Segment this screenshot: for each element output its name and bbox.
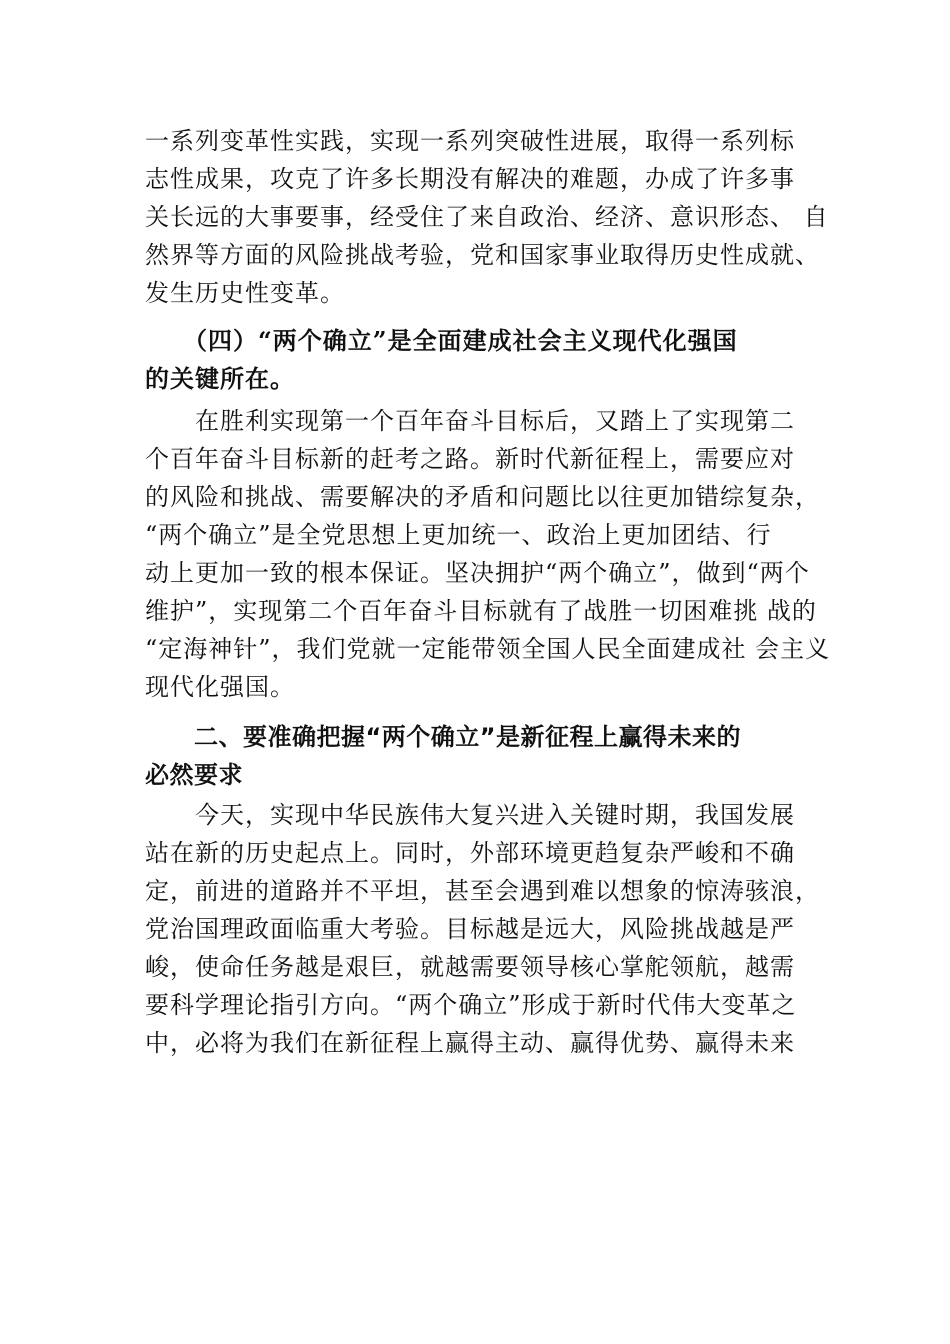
text-line: 志性成果，攻克了许多长期没有解决的难题，办成了许多事: [145, 165, 795, 193]
heading-line: 必然要求: [145, 761, 243, 789]
text-line: 关长远的大事要事，经受住了来自政治、经济、意识形态、 自: [145, 203, 829, 231]
text-line: 在胜利实现第一个百年奋斗目标后，又踏上了实现第二: [145, 407, 795, 435]
paragraph-new-journey: [145, 796, 845, 1062]
text-line: 维护”，实现第二个百年奋斗目标就有了战胜一切困难挑 战的: [145, 597, 817, 625]
heading-line: （四）“两个确立”是全面建成社会主义现代化强国: [145, 326, 738, 355]
text-line: 发生历史性变革。: [145, 279, 345, 307]
text-line: 峻，使命任务越是艰巨，就越需要领导核心掌舵领航，越需: [145, 953, 795, 981]
text-line: 今天，实现中华民族伟大复兴进入关键时期，我国发展: [145, 801, 795, 829]
text-line: 个百年奋斗目标新的赶考之路。新时代新征程上，需要应对: [145, 445, 795, 473]
text-line: 的风险和挑战、需要解决的矛盾和问题比以往更加错综复杂，: [145, 483, 820, 511]
heading-line: 的关键所在。: [145, 364, 295, 393]
text-line: 定，前进的道路并不平坦，甚至会遇到难以想象的惊涛骇浪，: [145, 877, 820, 905]
text-line: 中，必将为我们在新征程上赢得主动、赢得优势、赢得未来: [145, 1029, 795, 1057]
paragraph-second-centenary: [145, 402, 845, 706]
text-line: 现代化强国。: [145, 673, 295, 701]
heading-line: 二、要准确把握“两个确立”是新征程上赢得未来的: [145, 723, 742, 751]
text-line: “两个确立”是全党思想上更加统一、政治上更加团结、行: [145, 521, 772, 549]
text-line: “定海神针”，我们党就一定能带领全国人民全面建成社 会主义: [145, 635, 831, 663]
section-heading-four: [145, 322, 845, 398]
section-heading-two: [145, 718, 845, 794]
text-line: 要科学理论指引方向。“两个确立”形成于新时代伟大变革之: [145, 991, 797, 1019]
text-line: 站在新的历史起点上。同时，外部环境更趋复杂严峻和不确: [145, 839, 795, 867]
text-line: 然界等方面的风险挑战考验，党和国家事业取得历史性成就、: [145, 241, 820, 269]
paragraph-reform-achievements: [145, 122, 845, 312]
text-line: 党治国理政面临重大考验。目标越是远大，风险挑战越是严: [145, 915, 795, 943]
text-line: 动上更加一致的根本保证。坚决拥护“两个确立”，做到“两个: [145, 559, 810, 587]
text-line: 一系列变革性实践，实现一系列突破性进展，取得一系列标: [145, 127, 795, 155]
